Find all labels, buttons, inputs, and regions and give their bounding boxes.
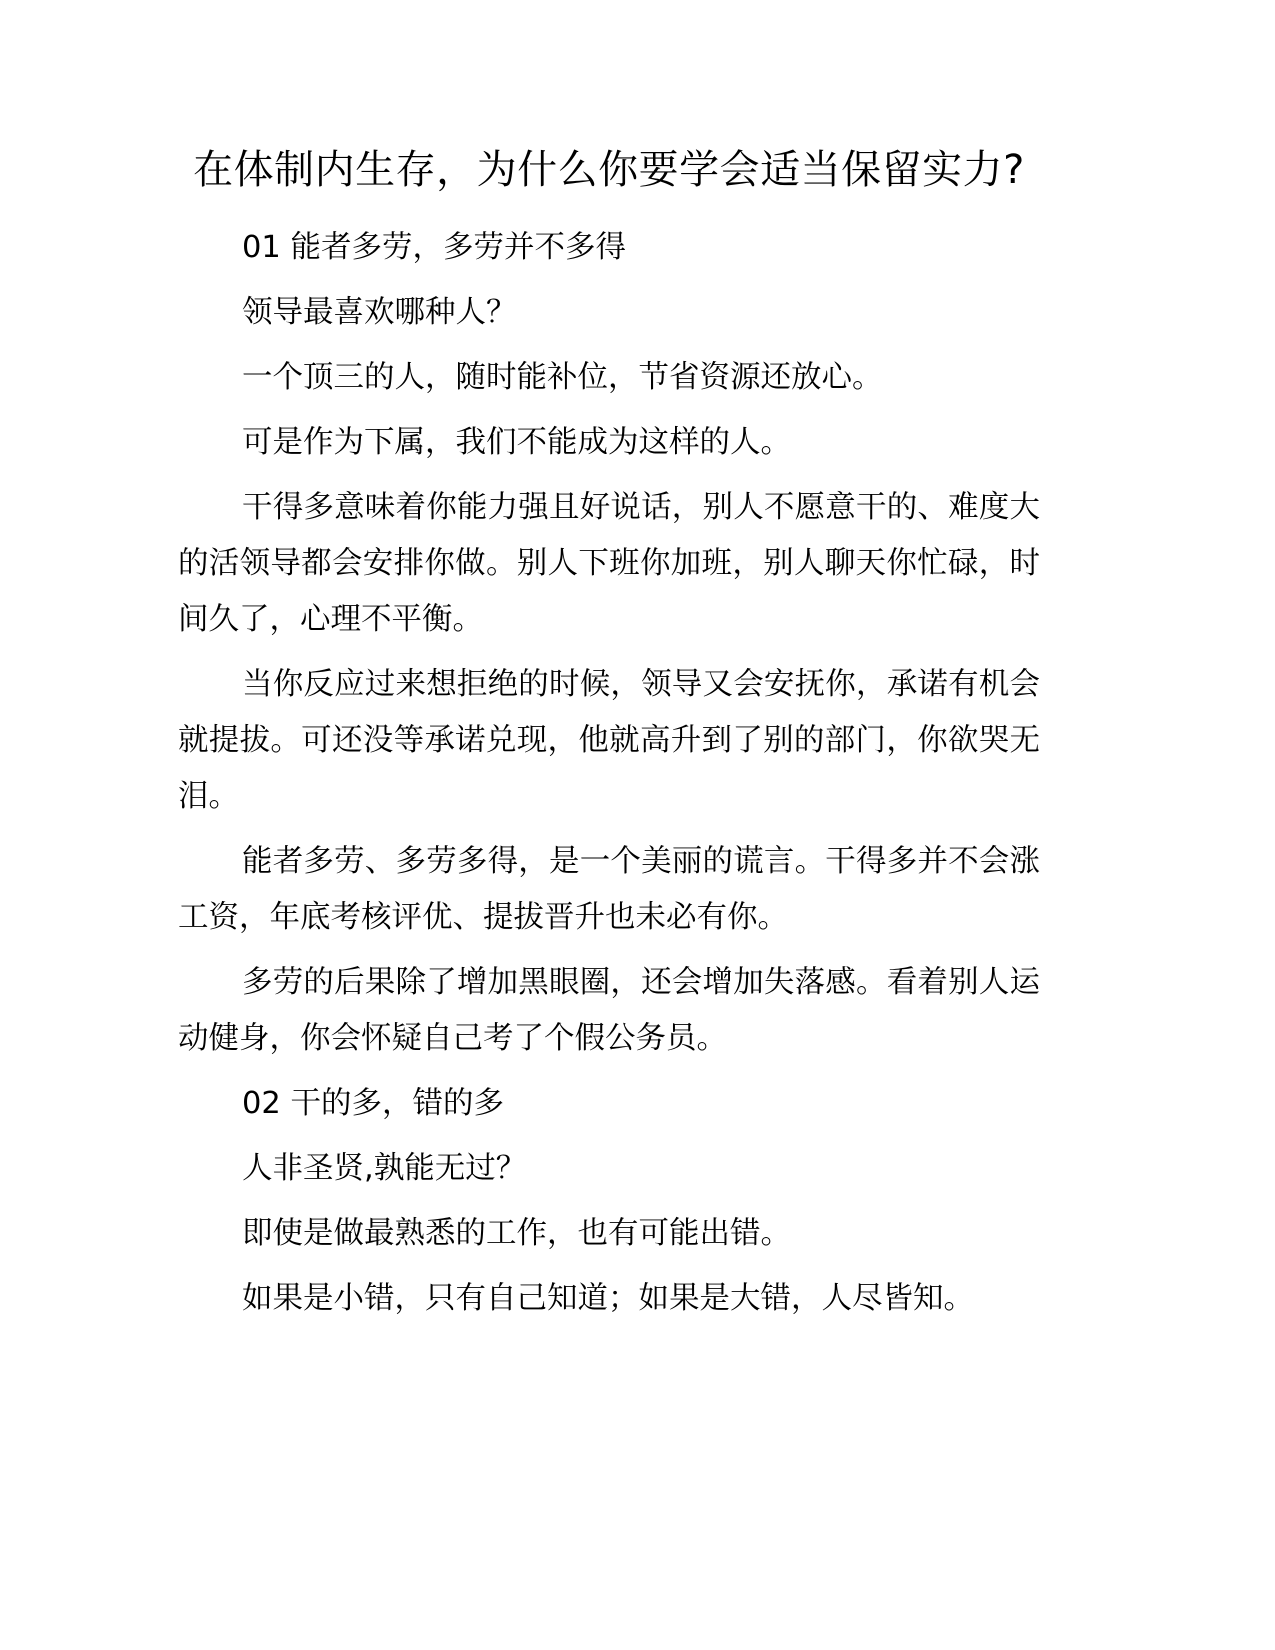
paragraph: 一个顶三的人，随时能补位，节省资源还放心。 [242, 360, 883, 395]
section-heading-02: 02 干的多，错的多 [242, 1086, 505, 1121]
paragraph: 如果是小错，只有自己知道；如果是大错，人尽皆知。 [242, 1281, 974, 1316]
document-page [178, 140, 1040, 1336]
paragraph: 干得多意味着你能力强且好说话，别人不愿意干的、难度大的活领导都会安排你做。别人下班你加班，别人聊天你忙碌，时间久了，心理不平衡。 [178, 490, 1040, 637]
paragraph: 多劳的后果除了增加黑眼圈，还会增加失落感。看着别人运动健身，你会怀疑自己考了个假公务员。 [178, 965, 1040, 1056]
paragraph: 可是作为下属，我们不能成为这样的人。 [242, 425, 791, 460]
section-heading-01: 01 能者多劳，多劳并不多得 [242, 230, 627, 265]
paragraph: 能者多劳、多劳多得，是一个美丽的谎言。干得多并不会涨工资，年底考核评优、提拔晋升也未必有你。 [178, 844, 1040, 935]
paragraph: 人非圣贤,孰能无过？ [242, 1151, 527, 1186]
paragraph: 领导最喜欢哪种人？ [242, 295, 517, 330]
document-body [178, 220, 1040, 1327]
paragraph: 当你反应过来想拒绝的时候，领导又会安抚你，承诺有机会就提拔。可还没等承诺兑现，他就高升到了别的部门，你欲哭无泪。 [178, 667, 1040, 814]
paragraph: 即使是做最熟悉的工作，也有可能出错。 [242, 1216, 791, 1251]
document-title: 在体制内生存，为什么你要学会适当保留实力? [193, 147, 1025, 193]
